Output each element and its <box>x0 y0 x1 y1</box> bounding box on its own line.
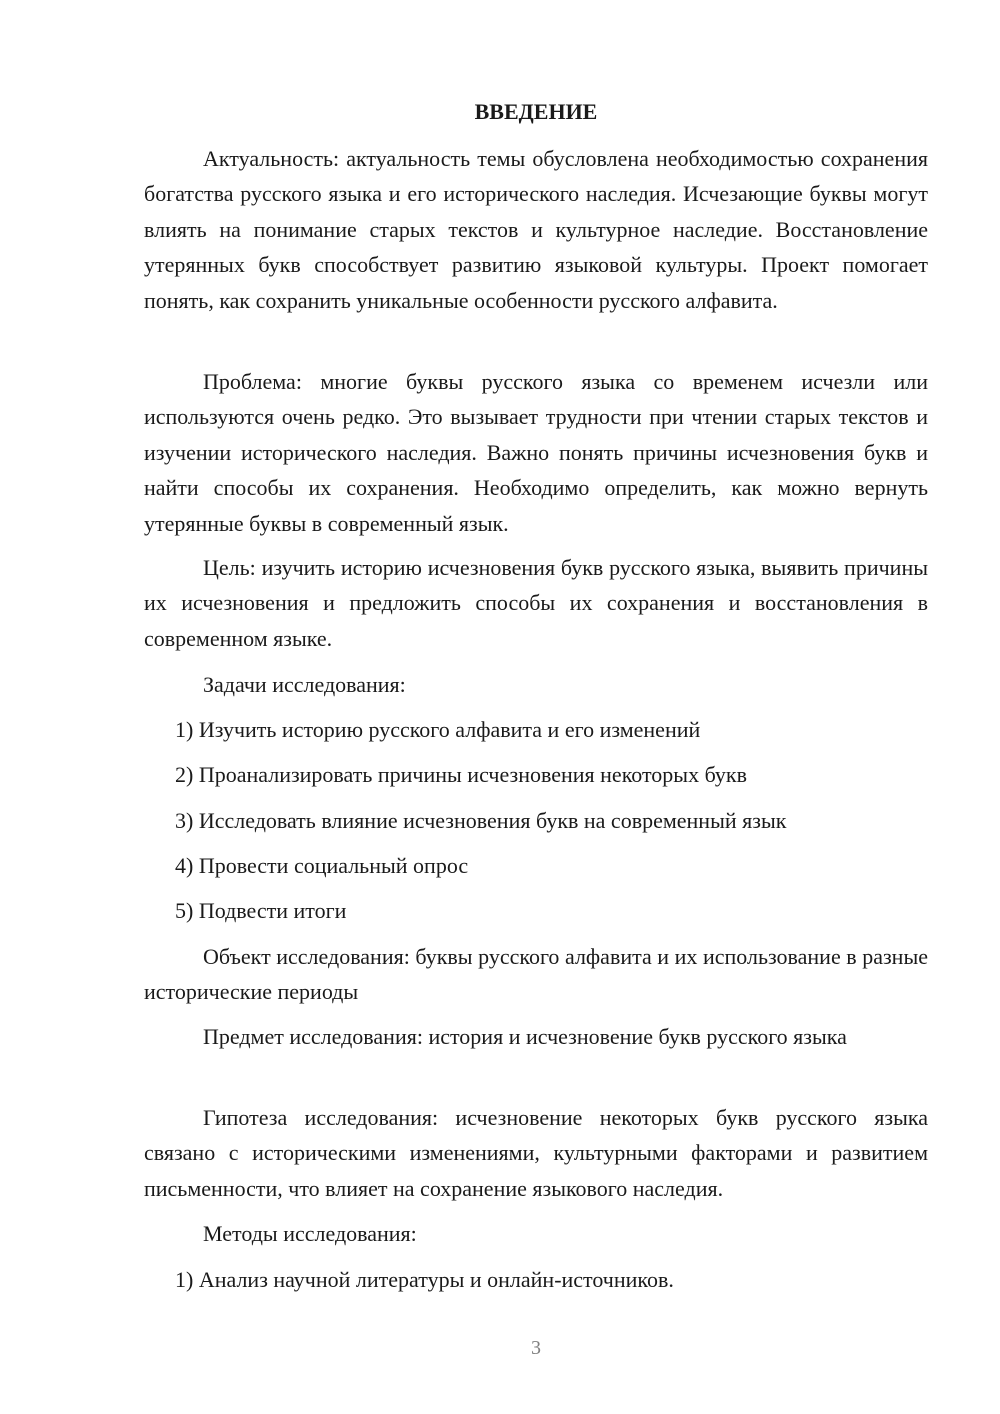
subject-paragraph: Предмет исследования: история и исчезновение букв русского языка <box>203 1024 847 1049</box>
task-item-1: 1) Изучить историю русского алфавита и его изменений <box>175 717 701 742</box>
methods-heading: Методы исследования: <box>203 1221 417 1246</box>
problem-paragraph: Проблема: многие буквы русского языка со временем исчезли или используются очень редко. Это вызывает трудности при чтении старых текстов и изучении исторического наследия. Важно понять причины исчезновения букв и найти способы их сохранения. Необходимо определить, как можно вернуть утерянные буквы в современный язык. <box>144 369 928 536</box>
relevance-paragraph: Актуальность: актуальность темы обусловлена необходимостью сохранения богатства русского языка и его исторического наследия. Исчезающие буквы могут влиять на понимание старых текстов и культурное наследие. Восстановление утерянных букв способствует развитию языковой культуры. Проект помогает понять, как сохранить уникальные особенности русского алфавита. <box>144 146 928 313</box>
task-item-2: 2) Проанализировать причины исчезновения некоторых букв <box>175 762 748 787</box>
task-item-3: 3) Исследовать влияние исчезновения букв на современный язык <box>175 808 787 833</box>
task-item-4: 4) Провести социальный опрос <box>175 853 469 878</box>
task-item-5: 5) Подвести итоги <box>175 898 347 923</box>
hypothesis-paragraph: Гипотеза исследования: исчезновение некоторых букв русского языка связано с историческими изменениями, культурными факторами и развитием письменности, что влияет на сохранение языкового наследия. <box>144 1105 928 1201</box>
page-number: 3 <box>531 1337 541 1359</box>
page-title: ВВЕДЕНИЕ <box>474 99 598 124</box>
method-item-1: 1) Анализ научной литературы и онлайн-источников. <box>175 1267 674 1292</box>
object-paragraph: Объект исследования: буквы русского алфавита и их использование в разные исторические периоды <box>144 944 928 1005</box>
goal-paragraph: Цель: изучить историю исчезновения букв русского языка, выявить причины их исчезновения и предложить способы их сохранения и восстановления в современном языке. <box>144 555 928 651</box>
tasks-heading: Задачи исследования: <box>203 672 406 697</box>
